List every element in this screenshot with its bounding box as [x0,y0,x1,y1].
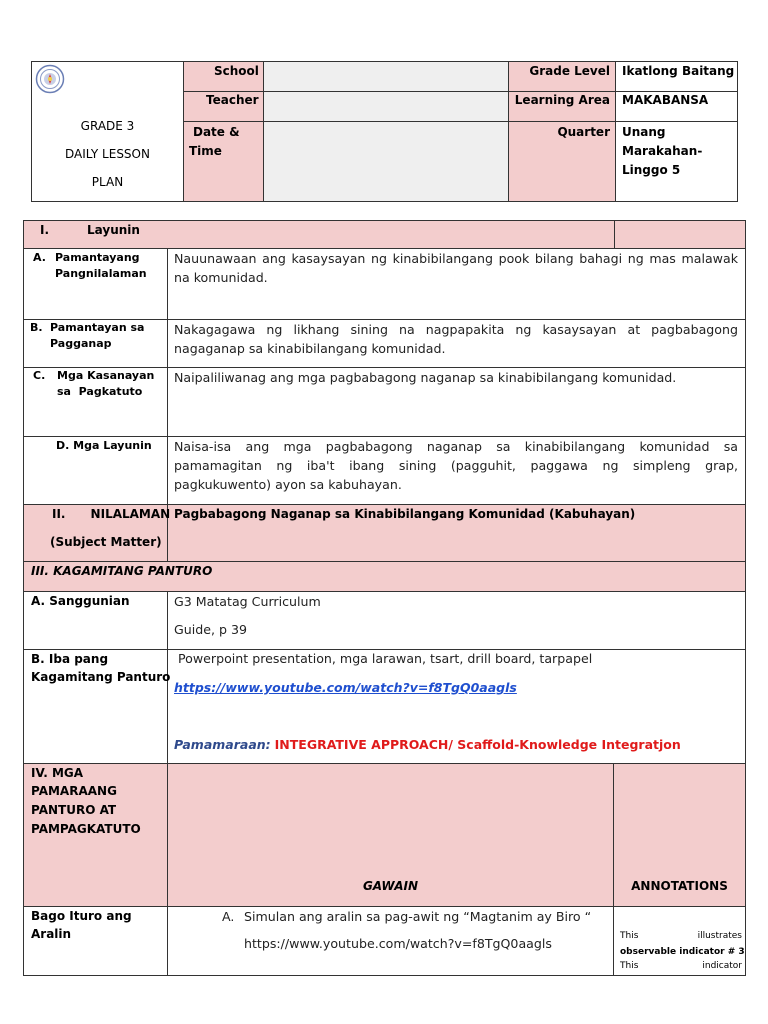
iba-pang-label-2: Kagamitang Panturo [31,670,171,684]
date-value-cell[interactable] [263,121,509,202]
grade-level-label: Grade Level [529,64,610,78]
row-c-label-1: Mga Kasanayan [57,369,155,382]
pamamaraan-line [174,735,681,754]
date-label-1: Date & [193,125,240,139]
quarter-label: Quarter [557,125,610,139]
layunin-header-extra [614,220,746,249]
row-b-label-1: Pamantayan sa [50,321,145,334]
date-label-2: Time [189,144,222,158]
nilalaman-text: Pagbabagong Naganap sa Kinabibilangang Komunidad (Kabuhayan) [174,507,636,521]
ann-line-3a: This [620,961,639,971]
row-b-letter: B. [30,321,43,334]
header-plan: PLAN [91,175,124,189]
quarter-value-2: Marakahan- [622,144,703,158]
row-a-label-2: Pangnilalaman [55,267,147,280]
grade-level-value: Ikatlong Baitang [622,64,735,78]
sanggunian-text-1: G3 Matatag Curriculum [174,594,321,609]
quarter-value-3: Linggo 5 [622,163,681,177]
layunin-num: I. [40,223,50,237]
pamaraan-label-4: PAMPAGKATUTO [31,822,141,836]
row-b-label-2: Pagganap [50,337,112,350]
row-d-text: Naisa-isa ang mga pagbabagong naganap sa kinabibilangang komunidad sa pamamagitan ng iba't ibang sining (pagguhit, paggawa ng simpleng grap, pagkukuwento) ayon sa kabuhayan. [174,439,738,492]
pamaraan-label-2: PAMARAANG [31,784,117,798]
pamamaraan-value: INTEGRATIVE APPROACH/ Scaffold-Knowledge Integratjon [274,737,681,752]
deped-seal-icon [35,64,65,94]
ann-line-3b: indicator [702,961,742,971]
header-grade: GRADE 3 [80,119,135,133]
header-daily: DAILY LESSON [65,147,150,161]
gawain-header: GAWAIN [362,879,419,893]
annotations-header: ANNOTATIONS [631,879,728,893]
learning-area-value: MAKABANSA [622,93,709,107]
school-label: School [214,64,259,78]
row-c-letter: C. [33,369,46,382]
row-b-text: Nakagagawa ng likhang sining na nagpapakita ng kasaysayan at pagbabagong nagaganap sa kinabibilangang komunidad. [174,322,738,356]
ann-line-1a: This [620,931,639,941]
row-a-label-1: Pamantayang [55,251,140,264]
pamaraan-label-1: IV. MGA [31,766,84,780]
row-c-text: Naipaliliwanag ang mga pagbabagong naganap sa kinabibilangang komunidad. [174,370,677,385]
learning-area-label: Learning Area [514,93,610,107]
nilalaman-label-2: (Subject Matter) [50,535,162,549]
teacher-value-cell[interactable] [263,91,509,122]
bago-link[interactable]: https://www.youtube.com/watch?v=f8TgQ0aagls [244,936,552,951]
ann-line-1b: illustrates [697,931,742,941]
teacher-label: Teacher [206,93,259,107]
ann-line-2: observable indicator # 3 [620,947,745,957]
bago-item-text: Simulan ang aralin sa pag-awit ng “Magtanim ay Biro “ [244,909,592,924]
pamaraan-label-3: PANTURO AT [31,803,117,817]
kagamitan-title: III. KAGAMITANG PANTURO [31,564,213,578]
bago-label-1: Bago Ituro ang [31,909,132,923]
row-a-letter: A. [33,251,46,264]
pamamaraan-label: Pamamaraan: [174,737,271,752]
row-c-label-2: sa Pagkatuto [57,385,143,398]
school-value-cell[interactable] [263,61,509,92]
youtube-link[interactable]: https://www.youtube.com/watch?v=f8TgQ0aagls [174,680,517,695]
row-d-label: D. Mga Layunin [56,439,152,452]
bago-label-2: Aralin [31,927,72,941]
nilalaman-label-1: II. NILALAMAN [52,507,171,521]
sanggunian-text-2: Guide, p 39 [174,622,248,637]
row-a-text: Nauunawaan ang kasaysayan ng kinabibilangang pook bilang bahagi ng mas malawak na komunidad. [174,251,738,285]
iba-pang-text: Powerpoint presentation, mga larawan, tsart, drill board, tarpapel [174,651,593,666]
layunin-title: Layunin [87,223,140,237]
iba-pang-label-1: B. Iba pang [31,652,109,666]
bago-item-letter: A. [222,909,235,924]
quarter-value-1: Unang [622,125,666,139]
sanggunian-label: A. Sanggunian [31,594,130,608]
